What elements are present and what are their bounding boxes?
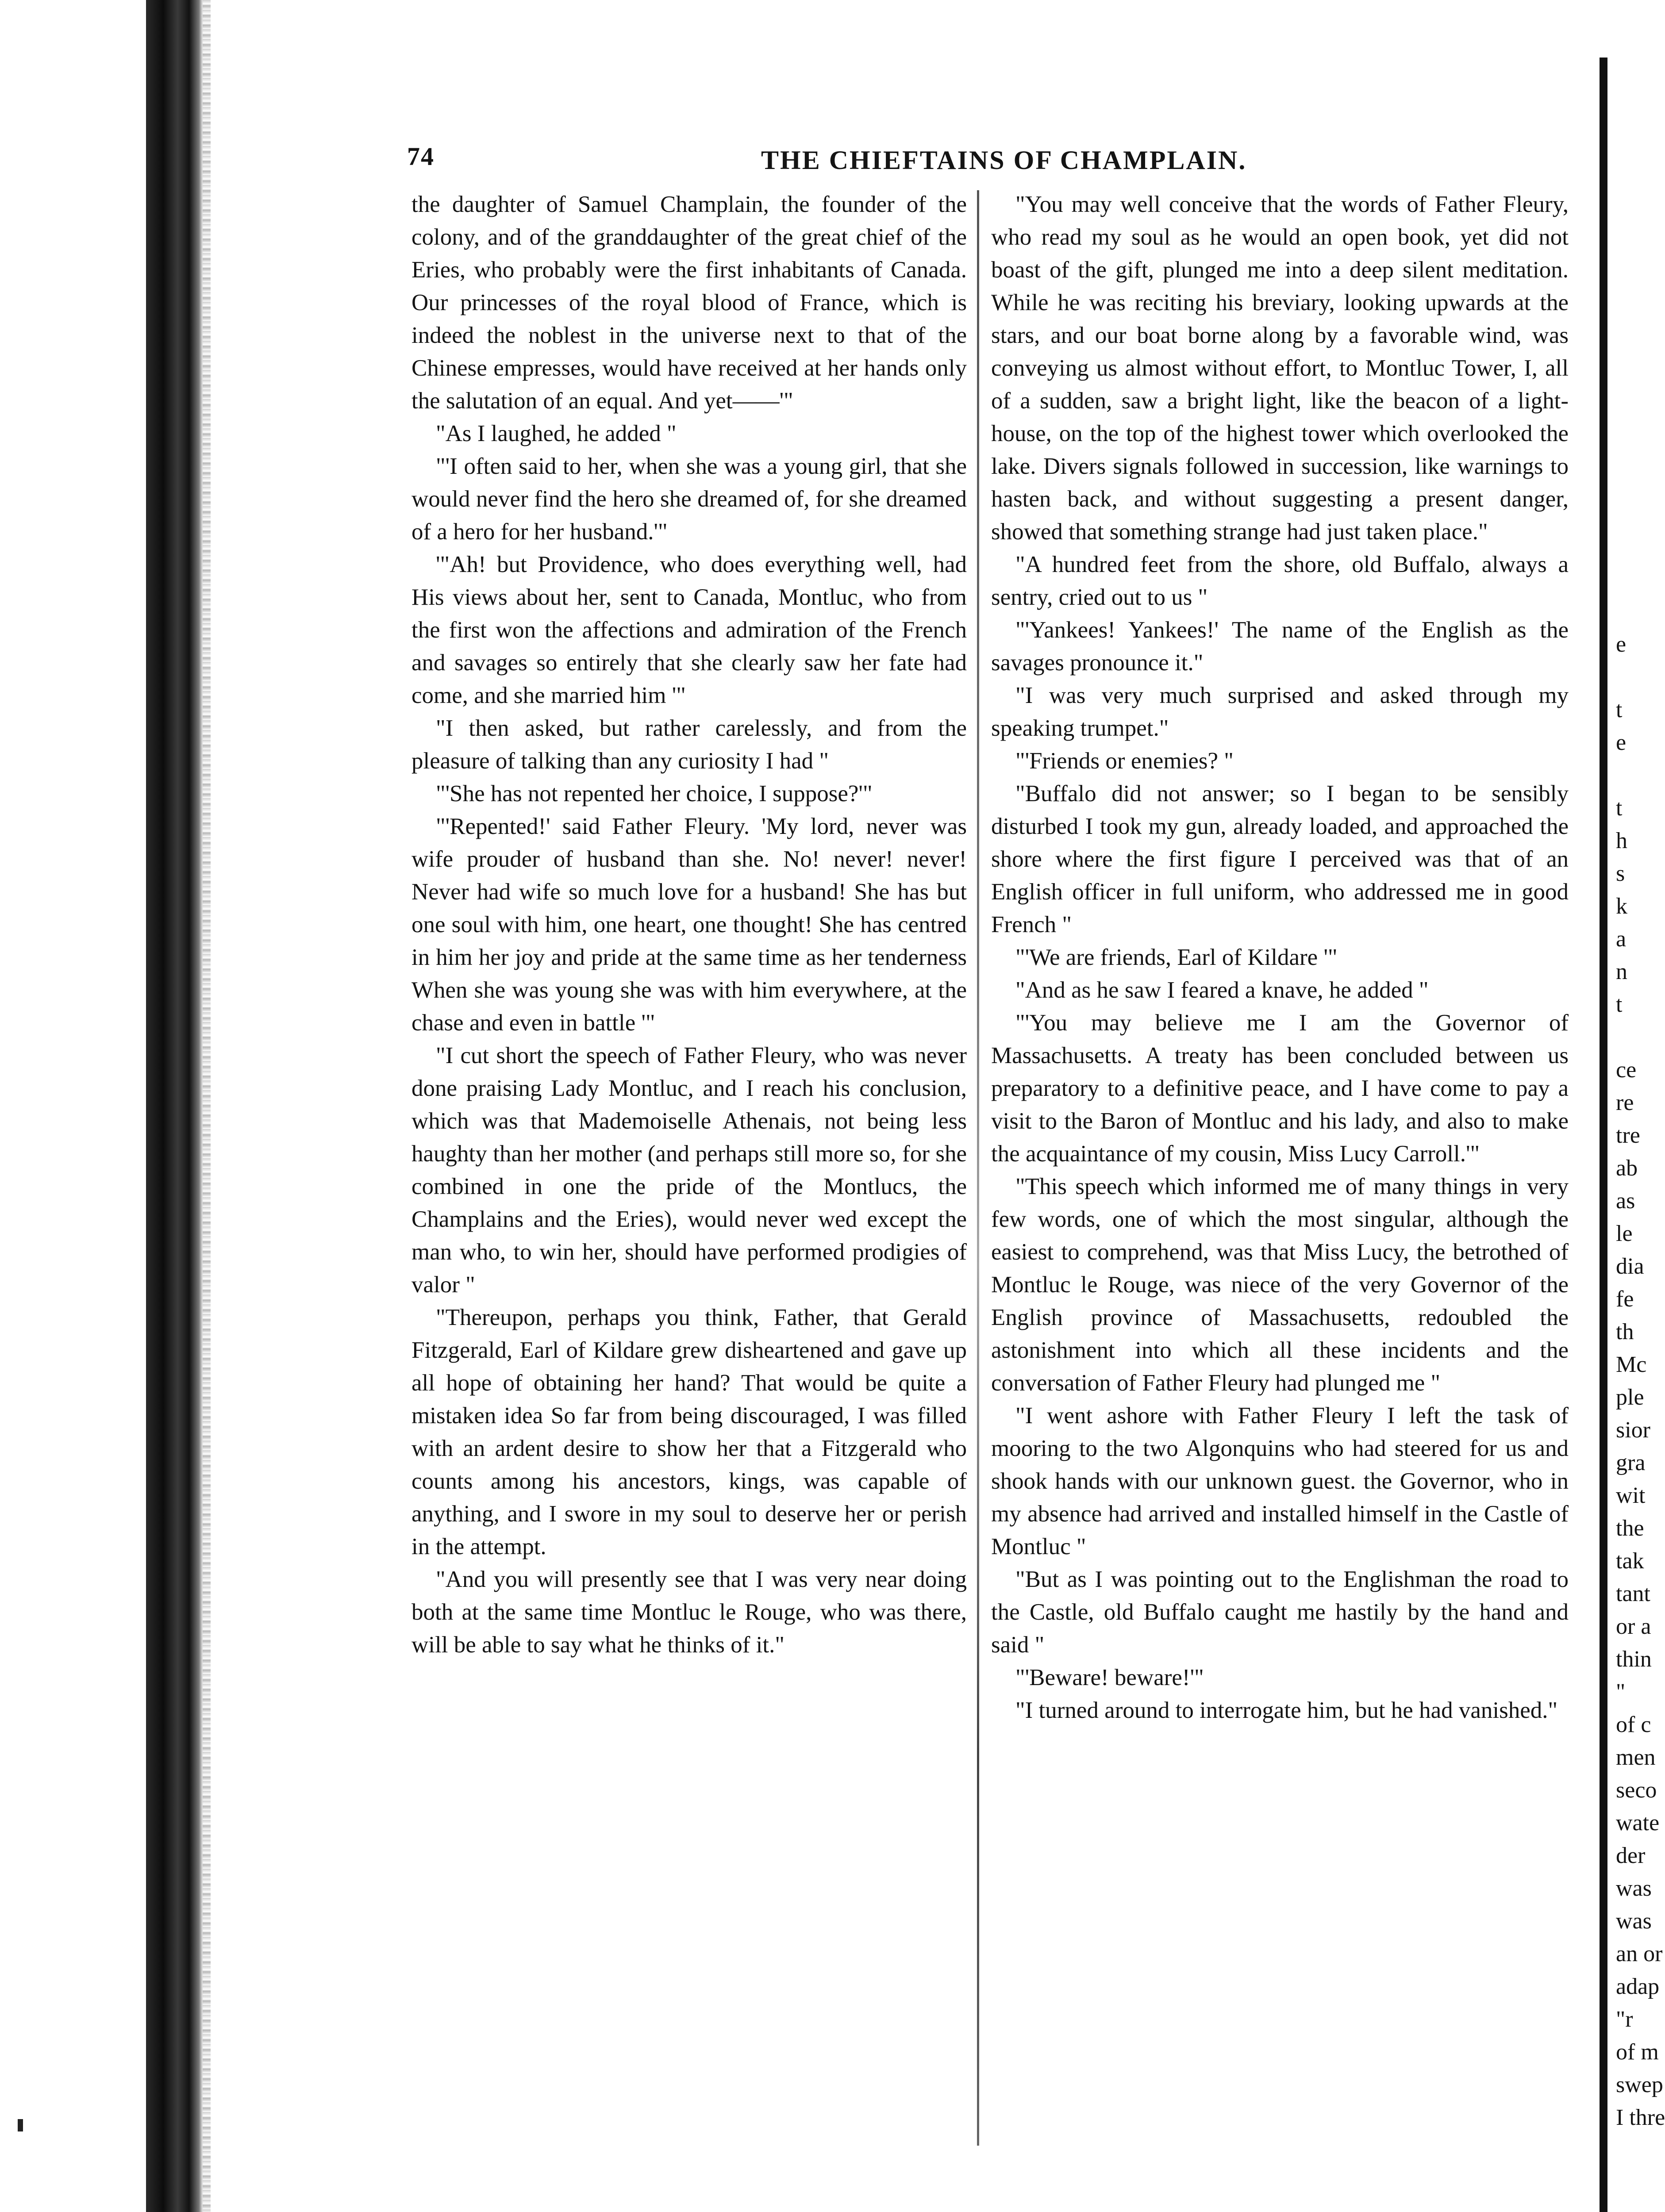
page-number: 74 bbox=[407, 142, 435, 171]
facing-page-fragment: the bbox=[1616, 1516, 1644, 1541]
facing-page-fragment: of c bbox=[1616, 1712, 1651, 1737]
paragraph: "'I often said to her, when she was a young girl, that she would never find the hero she dreamed of, for she dreamed of a hero for her husband.'" bbox=[411, 453, 967, 545]
facing-page-fragment bbox=[1616, 1021, 1638, 1054]
facing-page-fragment: ple bbox=[1616, 1385, 1644, 1410]
facing-page-fragment: "r bbox=[1616, 2007, 1633, 2032]
facing-page-fragment: of m bbox=[1616, 2039, 1659, 2065]
paragraph: "'Yankees! Yankees!' The name of the English as the savages pronounce it." bbox=[991, 617, 1569, 676]
facing-page-fragment: e bbox=[1616, 632, 1627, 657]
facing-page-fragment bbox=[1616, 661, 1638, 694]
paragraph: "'Friends or enemies? " bbox=[1015, 748, 1234, 774]
facing-page-fragment: thin bbox=[1616, 1647, 1652, 1672]
facing-page-fragments bbox=[1616, 628, 1665, 2134]
paragraph: "A hundred feet from the shore, old Buffalo, always a sentry, cried out to us " bbox=[991, 552, 1569, 610]
paragraph: "I went ashore with Father Fleury I left the task of mooring to the two Algonquins who had steered for us and shook hands with our unknown guest. the Governor, who in my absence had arrived and installed himself in the Castle of Montluc " bbox=[991, 1403, 1569, 1559]
facing-page-fragment: th bbox=[1616, 1319, 1634, 1344]
paragraph: "But as I was pointing out to the Englishman the road to the Castle, old Buffalo caught me hastily by the hand and said " bbox=[991, 1567, 1569, 1658]
paragraph: "Buffalo did not answer; so I began to be sensibly disturbed I took my gun, already loaded, and approached the shore where the first figure I perceived was that of an English officer in full uniform, who addressed me in good French " bbox=[991, 781, 1569, 937]
page-gutter-edge bbox=[203, 0, 211, 2212]
facing-page-fragment: an or bbox=[1616, 1941, 1663, 1966]
paragraph: "'Beware! beware!'" bbox=[1015, 1665, 1204, 1690]
facing-page-fragment: e bbox=[1616, 730, 1627, 755]
facing-page-fragment: a bbox=[1616, 926, 1627, 952]
facing-page-fragment: tak bbox=[1616, 1548, 1644, 1574]
facing-page-fragment: s bbox=[1616, 861, 1625, 886]
facing-page-fragment: n bbox=[1616, 959, 1627, 984]
facing-page-fragment: adap bbox=[1616, 1974, 1660, 1999]
facing-page-fragment: gra bbox=[1616, 1450, 1646, 1475]
facing-page-fragment: sior bbox=[1616, 1417, 1650, 1443]
facing-page-fragment: men bbox=[1616, 1745, 1656, 1770]
facing-page-fragment: " bbox=[1616, 1679, 1626, 1705]
paragraph: "You may well conceive that the words of Father Fleury, who read my soul as he would an open book, yet did not boast of the gift, plunged me into a deep silent meditation. While he was reciting his breviary, looking upwards at the stars, and our boat borne along by a favorable wind, was conveying us almost without effort, to Montluc Tower, I, all of a sudden, saw a bright light, like the beacon of a light-house, on the top of the highest tower which overlooked the lake. Divers signals followed in succession, like warnings to hasten back, and without suggesting a present danger, showed that something strange had just taken place." bbox=[991, 192, 1569, 545]
paragraph: "And you will presently see that I was very near doing both at the same time Montluc le Rouge, who was there, will be able to say what he thinks of it." bbox=[411, 1567, 967, 1658]
paragraph: "I cut short the speech of Father Fleury, who was never done praising Lady Montluc, and I reach his conclusion, which was that Mademoiselle Athenais, not being less haughty than her mother (and perhaps still more so, for she combined in one the pride of the Montlucs, the Champlains and the Eries), would never wed except the man who, to win her, should have performed prodigies of valor " bbox=[411, 1043, 967, 1298]
facing-page-fragment: ab bbox=[1616, 1156, 1638, 1181]
facing-page-fragment: t bbox=[1616, 697, 1623, 722]
facing-page-fragment: tant bbox=[1616, 1581, 1650, 1606]
paragraph: "As I laughed, he added " bbox=[436, 421, 677, 446]
paragraph: "I turned around to interrogate him, but he had vanished." bbox=[1015, 1697, 1558, 1723]
paragraph: "'Repented!' said Father Fleury. 'My lord, never was wife prouder of husband than she. No! never! never! Never had wife so much love for a husband! She has but one soul with him, one heart, one thought! She has centred in him her joy and pride at the same time as her tenderness When she was young she was with him everywhere, at the chase and even in battle '" bbox=[411, 814, 967, 1036]
scan-speck bbox=[18, 2119, 23, 2131]
facing-page-fragment: swep bbox=[1616, 2072, 1663, 2097]
facing-page-fragment: h bbox=[1616, 828, 1627, 853]
facing-page-fragment: t bbox=[1616, 992, 1623, 1017]
paragraph: "'We are friends, Earl of Kildare '" bbox=[1015, 945, 1338, 970]
facing-page-fragment: I thre bbox=[1616, 2105, 1665, 2130]
paragraph: "'She has not repented her choice, I suppose?'" bbox=[436, 781, 873, 806]
paragraph: the daughter of Samuel Champlain, the founder of the colony, and of the granddaughter of the great chief of the Eries, who probably were the first inhabitants of Canada. Our princesses of the royal blood of France, which is indeed the noblest in the universe next to that of the Chinese empresses, would have received at her hands only the salutation of an equal. And yet——'" bbox=[411, 192, 967, 414]
paragraph: "And as he saw I feared a knave, he added " bbox=[1015, 977, 1429, 1003]
right-text-column bbox=[991, 188, 1569, 1727]
facing-page-fragment: dia bbox=[1616, 1254, 1644, 1279]
facing-page-edge-rule bbox=[1600, 58, 1607, 2212]
facing-page-fragment: wit bbox=[1616, 1483, 1646, 1508]
paragraph: "Thereupon, perhaps you think, Father, that Gerald Fitzgerald, Earl of Kildare grew disheartened and gave up all hope of obtaining her hand? That would be quite a mistaken idea So far from being discouraged, I was filled with an ardent desire to show her that a Fitzgerald who counts among his ancestors, kings, was capable of anything, and I swore in my soul to deserve her or perish in the attempt. bbox=[411, 1305, 967, 1559]
facing-page-fragment: tre bbox=[1616, 1123, 1640, 1148]
facing-page-fragment: or a bbox=[1616, 1614, 1651, 1639]
paragraph: "This speech which informed me of many things in very few words, one of which the most singular, although the easiest to comprehend, was that Miss Lucy, the betrothed of Montluc le Rouge, was niece of the very Governor of the English province of Massachusetts, redoubled the astonishment into which all these incidents and the conversation of Father Fleury had plunged me " bbox=[991, 1174, 1569, 1396]
book-binding-shadow bbox=[146, 0, 204, 2212]
facing-page-fragment: ce bbox=[1616, 1057, 1637, 1083]
column-divider bbox=[977, 190, 979, 2146]
paragraph: "I then asked, but rather carelessly, and from the pleasure of talking than any curiosity I had " bbox=[411, 715, 967, 774]
facing-page-fragment: le bbox=[1616, 1221, 1633, 1246]
paragraph: "I was very much surprised and asked through my speaking trumpet." bbox=[991, 683, 1569, 741]
facing-page-fragment bbox=[1616, 759, 1638, 792]
facing-page-fragment: Mc bbox=[1616, 1352, 1647, 1377]
paragraph: '"Ah! but Providence, who does everything well, had His views about her, sent to Canada, Montluc, who from the first won the affections and admiration of the French and savages so entirely that she clearly saw her fate had come, and she married him '" bbox=[411, 552, 967, 708]
paragraph: "'You may believe me I am the Governor of Massachusetts. A treaty has been concluded between us preparatory to a definitive peace, and I have come to pay a visit to the Baron of Montluc and his lady, and also to make the acquaintance of my cousin, Miss Lucy Carroll.'" bbox=[991, 1010, 1569, 1167]
facing-page-fragment: fe bbox=[1616, 1286, 1634, 1312]
facing-page-fragment: was bbox=[1616, 1909, 1652, 1934]
facing-page-fragment: der bbox=[1616, 1843, 1646, 1868]
facing-page-fragment: k bbox=[1616, 894, 1627, 919]
running-title: THE CHIEFTAINS OF CHAMPLAIN. bbox=[761, 146, 1247, 175]
facing-page-fragment: re bbox=[1616, 1090, 1634, 1115]
facing-page-fragment: as bbox=[1616, 1188, 1635, 1214]
facing-page-fragment: seco bbox=[1616, 1778, 1657, 1803]
facing-page-fragment: was bbox=[1616, 1876, 1652, 1901]
facing-page-fragment: wate bbox=[1616, 1810, 1660, 1836]
left-text-column bbox=[411, 188, 967, 1661]
facing-page-fragment: t bbox=[1616, 795, 1623, 821]
